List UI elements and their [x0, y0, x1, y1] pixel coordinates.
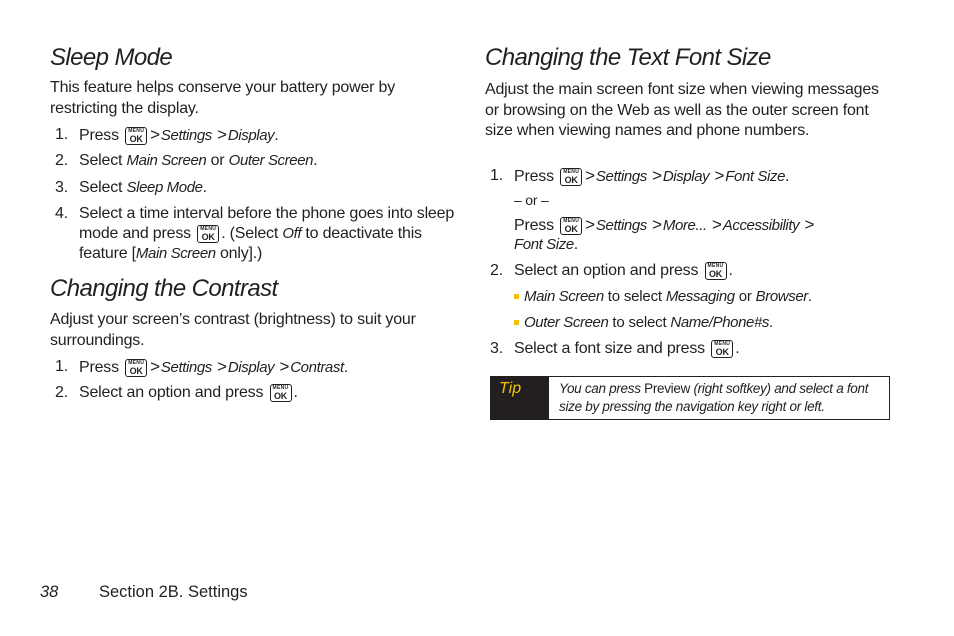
menu-ok-key-icon: MENU OK	[270, 384, 292, 402]
contrast-intro: Adjust your screen’s contrast (brightness) to suit your surroundings.	[50, 311, 416, 349]
contrast-heading: Changing the Contrast	[50, 275, 278, 302]
menu-ok-key-icon: MENU OK	[711, 340, 733, 358]
font-step-2-bullet-main: Main Screen to select Messaging or Browser.	[514, 287, 812, 307]
sleep-mode-heading: Sleep Mode	[50, 44, 173, 71]
font-size-heading: Changing the Text Font Size	[485, 44, 771, 71]
bullet-square-icon	[514, 320, 519, 325]
font-step-2-bullet-outer: Outer Screen to select Name/Phone#s.	[514, 313, 773, 333]
menu-ok-key-icon: MENU OK	[197, 225, 219, 243]
sleep-mode-intro: This feature helps conserve your battery power by restricting the display.	[50, 79, 396, 117]
tip-text: You can press Preview (right softkey) and select a font size by pressing the navigation key right or left.	[559, 381, 869, 414]
bullet-square-icon	[514, 294, 519, 299]
section-title: Section 2B. Settings	[99, 583, 248, 601]
menu-ok-key-icon: MENU OK	[125, 359, 147, 377]
menu-ok-key-icon: MENU OK	[125, 127, 147, 145]
page-number: 38	[40, 583, 59, 601]
tip-box	[490, 376, 890, 420]
font-size-intro: Adjust the main screen font size when viewing messages or browsing on the Web as well as the outer screen font size when viewing names and phone numbers.	[485, 81, 879, 139]
menu-ok-key-icon: MENU OK	[705, 262, 727, 280]
tip-label: Tip	[491, 377, 549, 419]
menu-ok-key-icon: MENU OK	[560, 217, 582, 235]
menu-ok-key-icon: MENU OK	[560, 168, 582, 186]
